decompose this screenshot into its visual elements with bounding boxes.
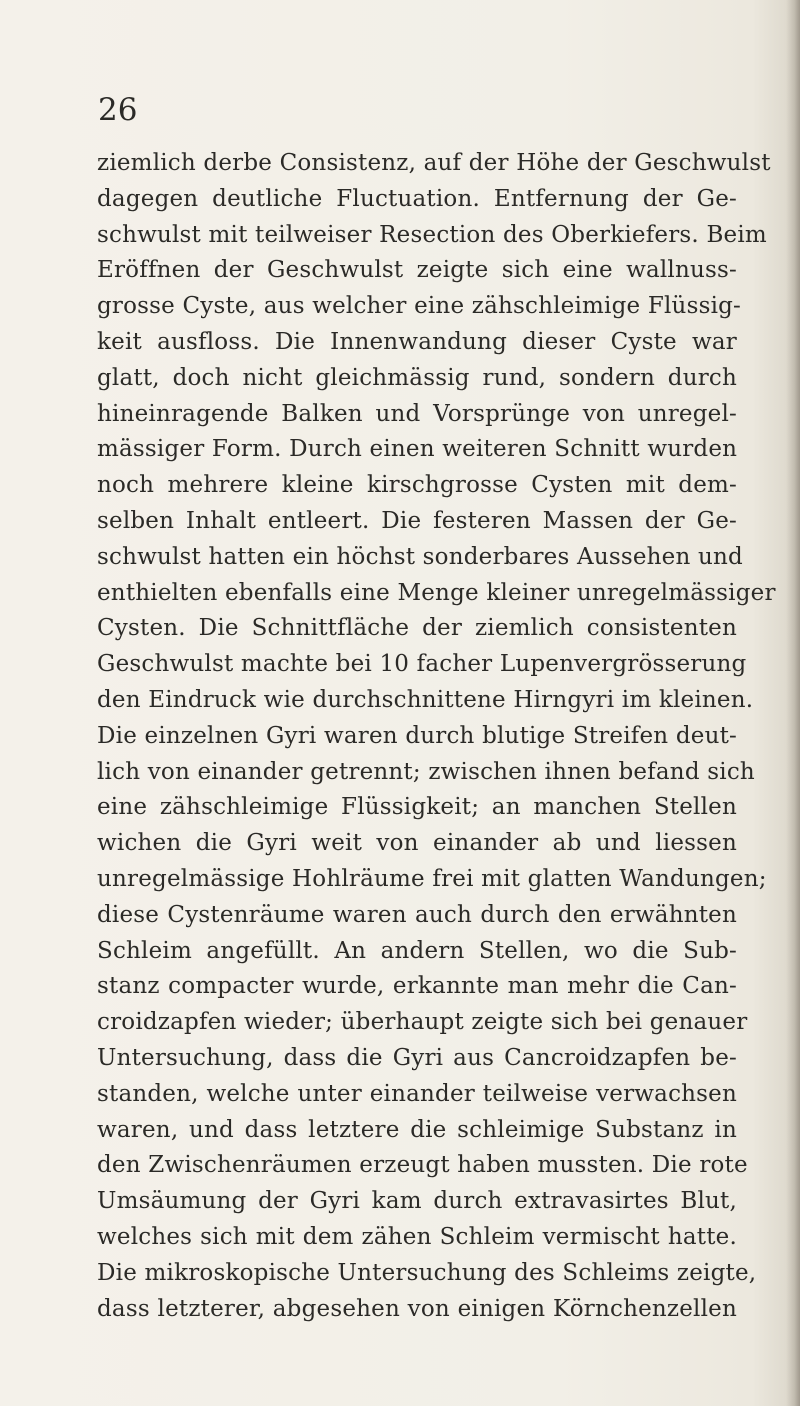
text-line: glatt, doch nicht gleichmässig rund, sondern durch xyxy=(97,364,737,391)
text-line: hineinragende Balken und Vorsprünge von unregel- xyxy=(97,400,737,427)
text-line: stanz compacter wurde, erkannte man mehr die Can- xyxy=(97,973,737,1000)
text-line: Cysten. Die Schnittfläche der ziemlich consistenten xyxy=(97,615,737,642)
text-line: welches sich mit dem zähen Schleim vermischt hatte. xyxy=(97,1223,737,1250)
text-line: lich von einander getrennt; zwischen ihnen befand sich xyxy=(97,758,755,785)
text-line: den Zwischenräumen erzeugt haben mussten. Die rote xyxy=(97,1152,748,1179)
text-line: Die einzelnen Gyri waren durch blutige Streifen deut- xyxy=(97,722,737,749)
text-line: enthielten ebenfalls eine Menge kleiner unregelmässiger xyxy=(97,579,776,606)
text-line: unregelmässige Hohlräume frei mit glatten Wandungen; xyxy=(97,865,767,892)
text-line: wichen die Gyri weit von einander ab und liessen xyxy=(97,830,737,857)
body-text xyxy=(97,146,776,1327)
text-line: eine zähschleimige Flüssigkeit; an manchen Stellen xyxy=(97,794,737,821)
text-line: den Eindruck wie durchschnittene Hirngyri im kleinen. xyxy=(97,686,754,713)
text-line: Eröffnen der Geschwulst zeigte sich eine wallnuss- xyxy=(97,257,737,284)
text-line: Untersuchung, dass die Gyri aus Cancroidzapfen be- xyxy=(97,1044,737,1071)
text-line: ziemlich derbe Consistenz, auf der Höhe der Geschwulst xyxy=(97,150,771,176)
text-line: Die mikroskopische Untersuchung des Schleims zeigte, xyxy=(97,1259,757,1286)
page-edge-shadow xyxy=(786,0,800,1406)
text-line: Schleim angefüllt. An andern Stellen, wo die Sub- xyxy=(97,937,737,964)
page-number: 26 xyxy=(98,92,138,128)
text-line: Geschwulst machte bei 10 facher Lupenvergrösserung xyxy=(97,651,747,678)
text-line: standen, welche unter einander teilweise verwachsen xyxy=(97,1080,737,1107)
text-line: mässiger Form. Durch einen weiteren Schnitt wurden xyxy=(97,436,738,463)
text-line: selben Inhalt entleert. Die festeren Massen der Ge- xyxy=(97,507,737,534)
text-line: dass letzterer, abgesehen von einigen Körnchenzellen xyxy=(97,1295,737,1322)
text-line: noch mehrere kleine kirschgrosse Cysten mit dem- xyxy=(97,472,737,499)
text-line: waren, und dass letztere die schleimige Substanz in xyxy=(97,1116,737,1143)
text-line: keit ausfloss. Die Innenwandung dieser Cyste war xyxy=(97,328,737,355)
text-line: schwulst mit teilweiser Resection des Oberkiefers. Beim xyxy=(97,221,767,248)
text-line: schwulst hatten ein höchst sonderbares Aussehen und xyxy=(97,543,743,570)
text-line: dagegen deutliche Fluctuation. Entfernung der Ge- xyxy=(97,185,737,212)
text-line: diese Cystenräume waren auch durch den erwähnten xyxy=(97,901,737,928)
text-line: grosse Cyste, aus welcher eine zähschleimige Flüssig- xyxy=(97,293,742,320)
text-line: Umsäumung der Gyri kam durch extravasirtes Blut, xyxy=(97,1188,737,1215)
text-line: croidzapfen wieder; überhaupt zeigte sich bei genauer xyxy=(97,1009,748,1036)
